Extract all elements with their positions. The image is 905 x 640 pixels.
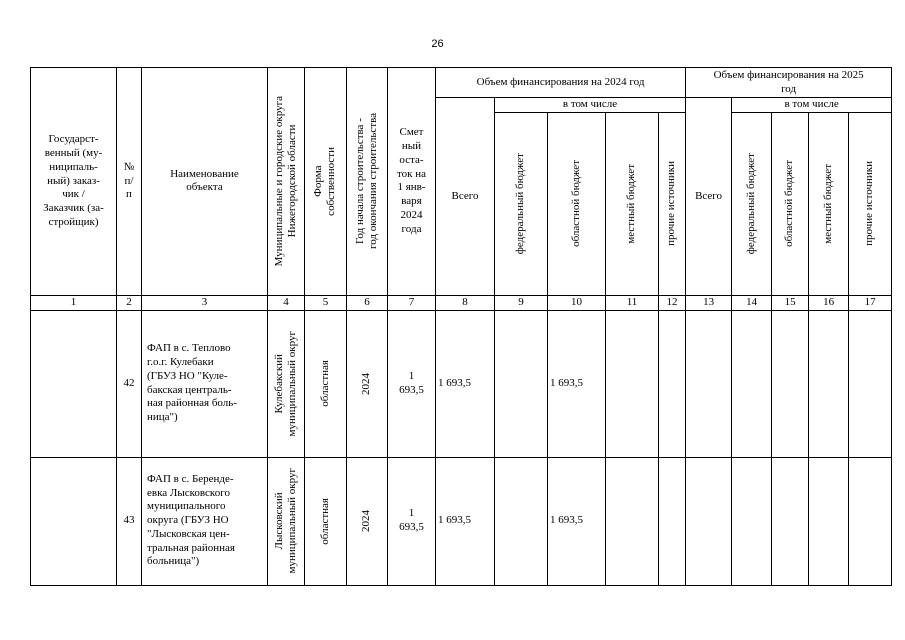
header-district bbox=[268, 68, 305, 296]
header-group-2024: Объем финансирования на 2024 год bbox=[436, 68, 686, 98]
customer-cell bbox=[31, 457, 117, 585]
header-number: № п/ п bbox=[117, 68, 142, 296]
column-number: 5 bbox=[305, 295, 347, 310]
object-name-cell: ФАП в с. Теплово г.о.г. Кулебаки (ГБУЗ НО "Куле- бакская централь- ная районная боль- ница") bbox=[142, 310, 268, 457]
column-number: 11 bbox=[606, 295, 659, 310]
regional-2025-cell bbox=[772, 457, 809, 585]
district-text: Кулебакский муниципальный округ bbox=[272, 330, 298, 437]
column-number: 14 bbox=[732, 295, 772, 310]
customer-cell bbox=[31, 310, 117, 457]
column-number: 17 bbox=[849, 295, 892, 310]
ownership-text: областная bbox=[318, 497, 331, 545]
ownership-cell bbox=[305, 310, 347, 457]
federal-2025-cell bbox=[732, 457, 772, 585]
header-local-2024-text: местный бюджет bbox=[625, 163, 638, 244]
header-other-2024 bbox=[659, 112, 686, 295]
column-number: 8 bbox=[436, 295, 495, 310]
ownership-text: областная bbox=[318, 360, 331, 407]
balance-cell: 1 693,5 bbox=[388, 310, 436, 457]
header-local-2024 bbox=[606, 112, 659, 295]
column-number: 2 bbox=[117, 295, 142, 310]
header-years bbox=[347, 68, 388, 296]
page-number: 26 bbox=[431, 38, 444, 50]
table-row bbox=[31, 310, 892, 457]
column-number: 10 bbox=[548, 295, 606, 310]
header-row-top bbox=[31, 68, 892, 98]
column-number: 4 bbox=[268, 295, 305, 310]
object-name-cell: ФАП в с. Беренде- евка Лысковского муниципального округа (ГБУЗ НО "Лысковская цен- тральная районная больница") bbox=[142, 457, 268, 585]
header-other-2025-text: прочие источники bbox=[863, 161, 876, 247]
row-number-cell: 43 bbox=[117, 457, 142, 585]
column-number: 12 bbox=[659, 295, 686, 310]
header-local-2025 bbox=[809, 112, 849, 295]
federal-2024-cell bbox=[495, 310, 548, 457]
column-number: 3 bbox=[142, 295, 268, 310]
header-regional-2024 bbox=[548, 112, 606, 295]
header-including-2024: в том числе bbox=[495, 98, 686, 113]
column-number: 16 bbox=[809, 295, 849, 310]
header-including-2025: в том числе bbox=[732, 98, 892, 113]
other-2024-cell bbox=[659, 310, 686, 457]
header-federal-2024 bbox=[495, 112, 548, 295]
local-2025-cell bbox=[809, 310, 849, 457]
total-2025-cell bbox=[686, 457, 732, 585]
column-number: 6 bbox=[347, 295, 388, 310]
federal-2024-cell bbox=[495, 457, 548, 585]
header-total-2025: Всего bbox=[686, 98, 732, 296]
years-cell bbox=[347, 310, 388, 457]
header-ownership bbox=[305, 68, 347, 296]
header-group-2025: Объем финансирования на 2025 год bbox=[686, 68, 892, 98]
years-text: 2024 bbox=[360, 372, 373, 395]
balance-cell: 1 693,5 bbox=[388, 457, 436, 585]
district-text: Лысковский муниципальный округ bbox=[272, 468, 298, 574]
column-number: 9 bbox=[495, 295, 548, 310]
years-cell bbox=[347, 457, 388, 585]
header-regional-2024-text: областной бюджет bbox=[569, 160, 582, 248]
local-2024-cell bbox=[606, 310, 659, 457]
header-federal-2025 bbox=[732, 112, 772, 295]
other-2024-cell bbox=[659, 457, 686, 585]
header-regional-2025 bbox=[772, 112, 809, 295]
financing-table bbox=[30, 67, 892, 586]
header-district-text: Муниципальные и городские округа Нижегородской области bbox=[272, 96, 298, 267]
column-number: 1 bbox=[31, 295, 117, 310]
header-local-2025-text: местный бюджет bbox=[821, 163, 834, 244]
header-balance: Смет ный оста- ток на 1 янв- варя 2024 года bbox=[388, 68, 436, 296]
total-2024-cell: 1 693,5 bbox=[436, 310, 495, 457]
header-customer: Государст- венный (му- ниципаль- ный) заказ- чик / Заказчик (за- стройщик) bbox=[31, 68, 117, 296]
header-years-text: Год начала строительства - год окончания строительства bbox=[353, 113, 379, 250]
other-2025-cell bbox=[849, 310, 892, 457]
row-number-cell: 42 bbox=[117, 310, 142, 457]
regional-2024-cell: 1 693,5 bbox=[548, 457, 606, 585]
header-other-2025 bbox=[849, 112, 892, 295]
local-2025-cell bbox=[809, 457, 849, 585]
header-object-name: Наименование объекта bbox=[142, 68, 268, 296]
column-number: 15 bbox=[772, 295, 809, 310]
regional-2024-cell: 1 693,5 bbox=[548, 310, 606, 457]
column-number: 7 bbox=[388, 295, 436, 310]
column-number: 13 bbox=[686, 295, 732, 310]
district-cell bbox=[268, 457, 305, 585]
table-row bbox=[31, 457, 892, 585]
header-federal-2024-text: федеральный бюджет bbox=[514, 153, 527, 255]
column-number-row bbox=[31, 295, 892, 310]
ownership-cell bbox=[305, 457, 347, 585]
header-federal-2025-text: федеральный бюджет bbox=[744, 153, 757, 255]
local-2024-cell bbox=[606, 457, 659, 585]
district-cell bbox=[268, 310, 305, 457]
regional-2025-cell bbox=[772, 310, 809, 457]
other-2025-cell bbox=[849, 457, 892, 585]
federal-2025-cell bbox=[732, 310, 772, 457]
total-2024-cell: 1 693,5 bbox=[436, 457, 495, 585]
years-text: 2024 bbox=[360, 510, 373, 532]
header-regional-2025-text: областной бюджет bbox=[783, 160, 796, 248]
header-total-2024: Всего bbox=[436, 98, 495, 296]
header-other-2024-text: прочие источники bbox=[665, 161, 678, 247]
total-2025-cell bbox=[686, 310, 732, 457]
header-ownership-text: Форма собственности bbox=[312, 146, 338, 216]
